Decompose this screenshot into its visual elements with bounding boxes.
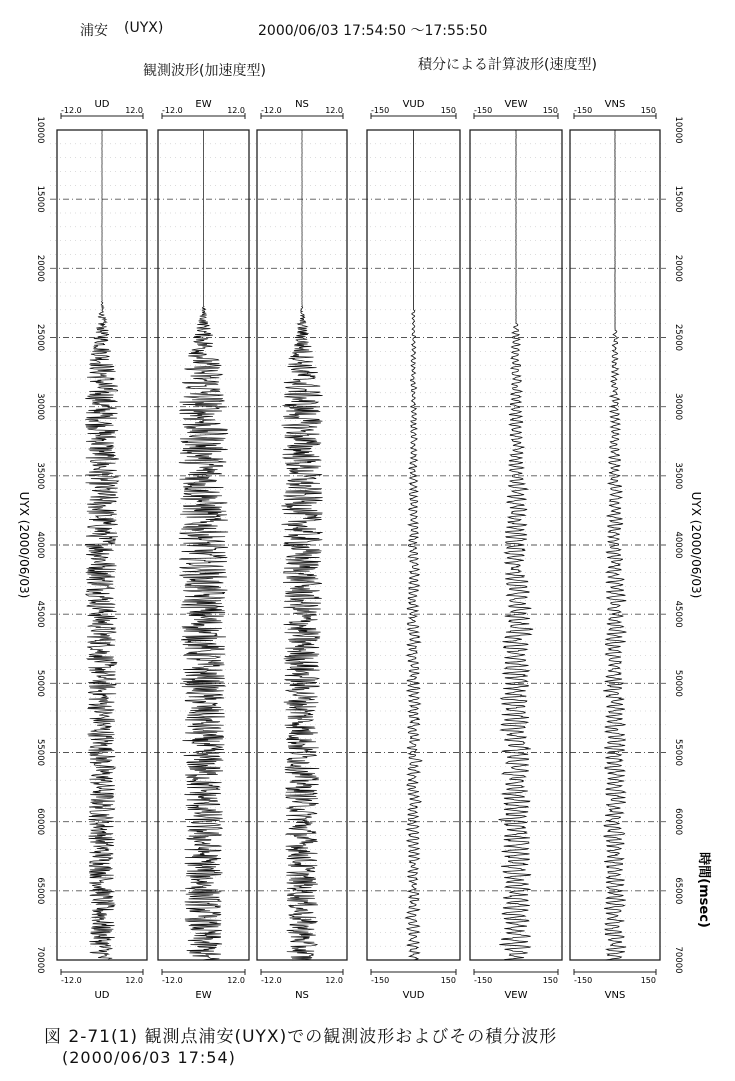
panel-name: UD (94, 99, 110, 110)
panel-name: VUD (402, 990, 425, 1000)
range-label-max: 12.0 (227, 976, 245, 985)
y-tick-label-right: 25000 (673, 323, 683, 352)
panel-name: EW (195, 99, 212, 110)
y-tick-label-left: 40000 (35, 531, 45, 559)
panel-name: VUD (402, 99, 425, 110)
y-tick-label-left: 60000 (35, 808, 45, 836)
group-title-velocity: 積分による計算波形(速度型) (418, 57, 597, 73)
range-label-min: -12.0 (61, 106, 82, 115)
station-code: (UYX) (124, 20, 164, 36)
range-label-min: -150 (574, 976, 593, 985)
range-label-max: 150 (440, 976, 456, 985)
y-axis-label-right-top: UYX (2000/06/03) (689, 491, 703, 599)
range-label-max: 150 (640, 976, 656, 985)
panel-name: VEW (504, 990, 528, 1000)
panel-name: VEW (504, 99, 528, 110)
figure-caption: 図 2-71(1) 観測点浦安(UYX)での観測波形およびその積分波形 (44, 1027, 558, 1047)
panel-name: UD (94, 990, 110, 1000)
range-label-min: -150 (474, 976, 493, 985)
range-label-min: -12.0 (61, 976, 82, 985)
range-label-max: 150 (542, 106, 558, 115)
range-label-max: 150 (640, 106, 656, 115)
range-label-max: 12.0 (325, 106, 343, 115)
range-label-min: -12.0 (162, 976, 183, 985)
y-axis-label-time: 時間(msec) (696, 852, 711, 928)
y-axis-label-left: UYX (2000/06/03) (17, 491, 31, 599)
range-label-min: -12.0 (261, 976, 282, 985)
range-label-max: 12.0 (325, 976, 343, 985)
y-tick-label-right: 70000 (673, 946, 683, 974)
group-title-acceleration: 観測波形(加速度型) (143, 63, 266, 79)
y-tick-label-left: 10000 (35, 116, 45, 144)
panel-name: VNS (604, 990, 626, 1000)
y-tick-label-left: 55000 (35, 738, 45, 767)
range-label-max: 12.0 (125, 106, 143, 115)
panel-name: EW (195, 990, 212, 1000)
y-tick-label-right: 55000 (673, 738, 683, 767)
y-tick-label-left: 65000 (35, 877, 45, 905)
y-tick-label-right: 45000 (673, 600, 683, 628)
range-label-min: -12.0 (261, 106, 282, 115)
panel-name: NS (295, 990, 309, 1000)
y-tick-label-left: 45000 (35, 600, 45, 628)
y-tick-label-left: 50000 (35, 669, 45, 697)
y-tick-label-right: 35000 (673, 462, 683, 490)
range-label-min: -150 (371, 106, 390, 115)
range-label-min: -150 (371, 976, 390, 985)
range-label-min: -150 (574, 106, 593, 115)
range-label-min: -12.0 (162, 106, 183, 115)
y-tick-label-right: 40000 (673, 531, 683, 559)
y-tick-label-right: 60000 (673, 808, 683, 836)
y-tick-label-left: 15000 (35, 185, 45, 213)
range-label-max: 12.0 (227, 106, 245, 115)
y-tick-label-left: 30000 (35, 393, 45, 421)
panel-name: VNS (604, 99, 626, 110)
y-tick-label-right: 50000 (673, 669, 683, 697)
range-label-max: 12.0 (125, 976, 143, 985)
range-label-min: -150 (474, 106, 493, 115)
y-tick-label-left: 70000 (35, 946, 45, 974)
y-tick-label-right: 20000 (673, 254, 683, 282)
y-tick-label-right: 30000 (673, 393, 683, 421)
y-tick-label-left: 20000 (35, 254, 45, 282)
panel-name: NS (295, 99, 309, 110)
y-tick-label-right: 65000 (673, 877, 683, 905)
station-name: 浦安 (80, 23, 108, 39)
y-tick-label-right: 15000 (673, 185, 683, 213)
time-range: 2000/06/03 17:54:50 ～17:55:50 (258, 23, 488, 39)
y-tick-label-left: 25000 (35, 323, 45, 352)
range-label-max: 150 (440, 106, 456, 115)
figure-caption-date: (2000/06/03 17:54) (62, 1048, 236, 1067)
range-label-max: 150 (542, 976, 558, 985)
y-tick-label-left: 35000 (35, 462, 45, 490)
y-tick-label-right: 10000 (673, 116, 683, 144)
